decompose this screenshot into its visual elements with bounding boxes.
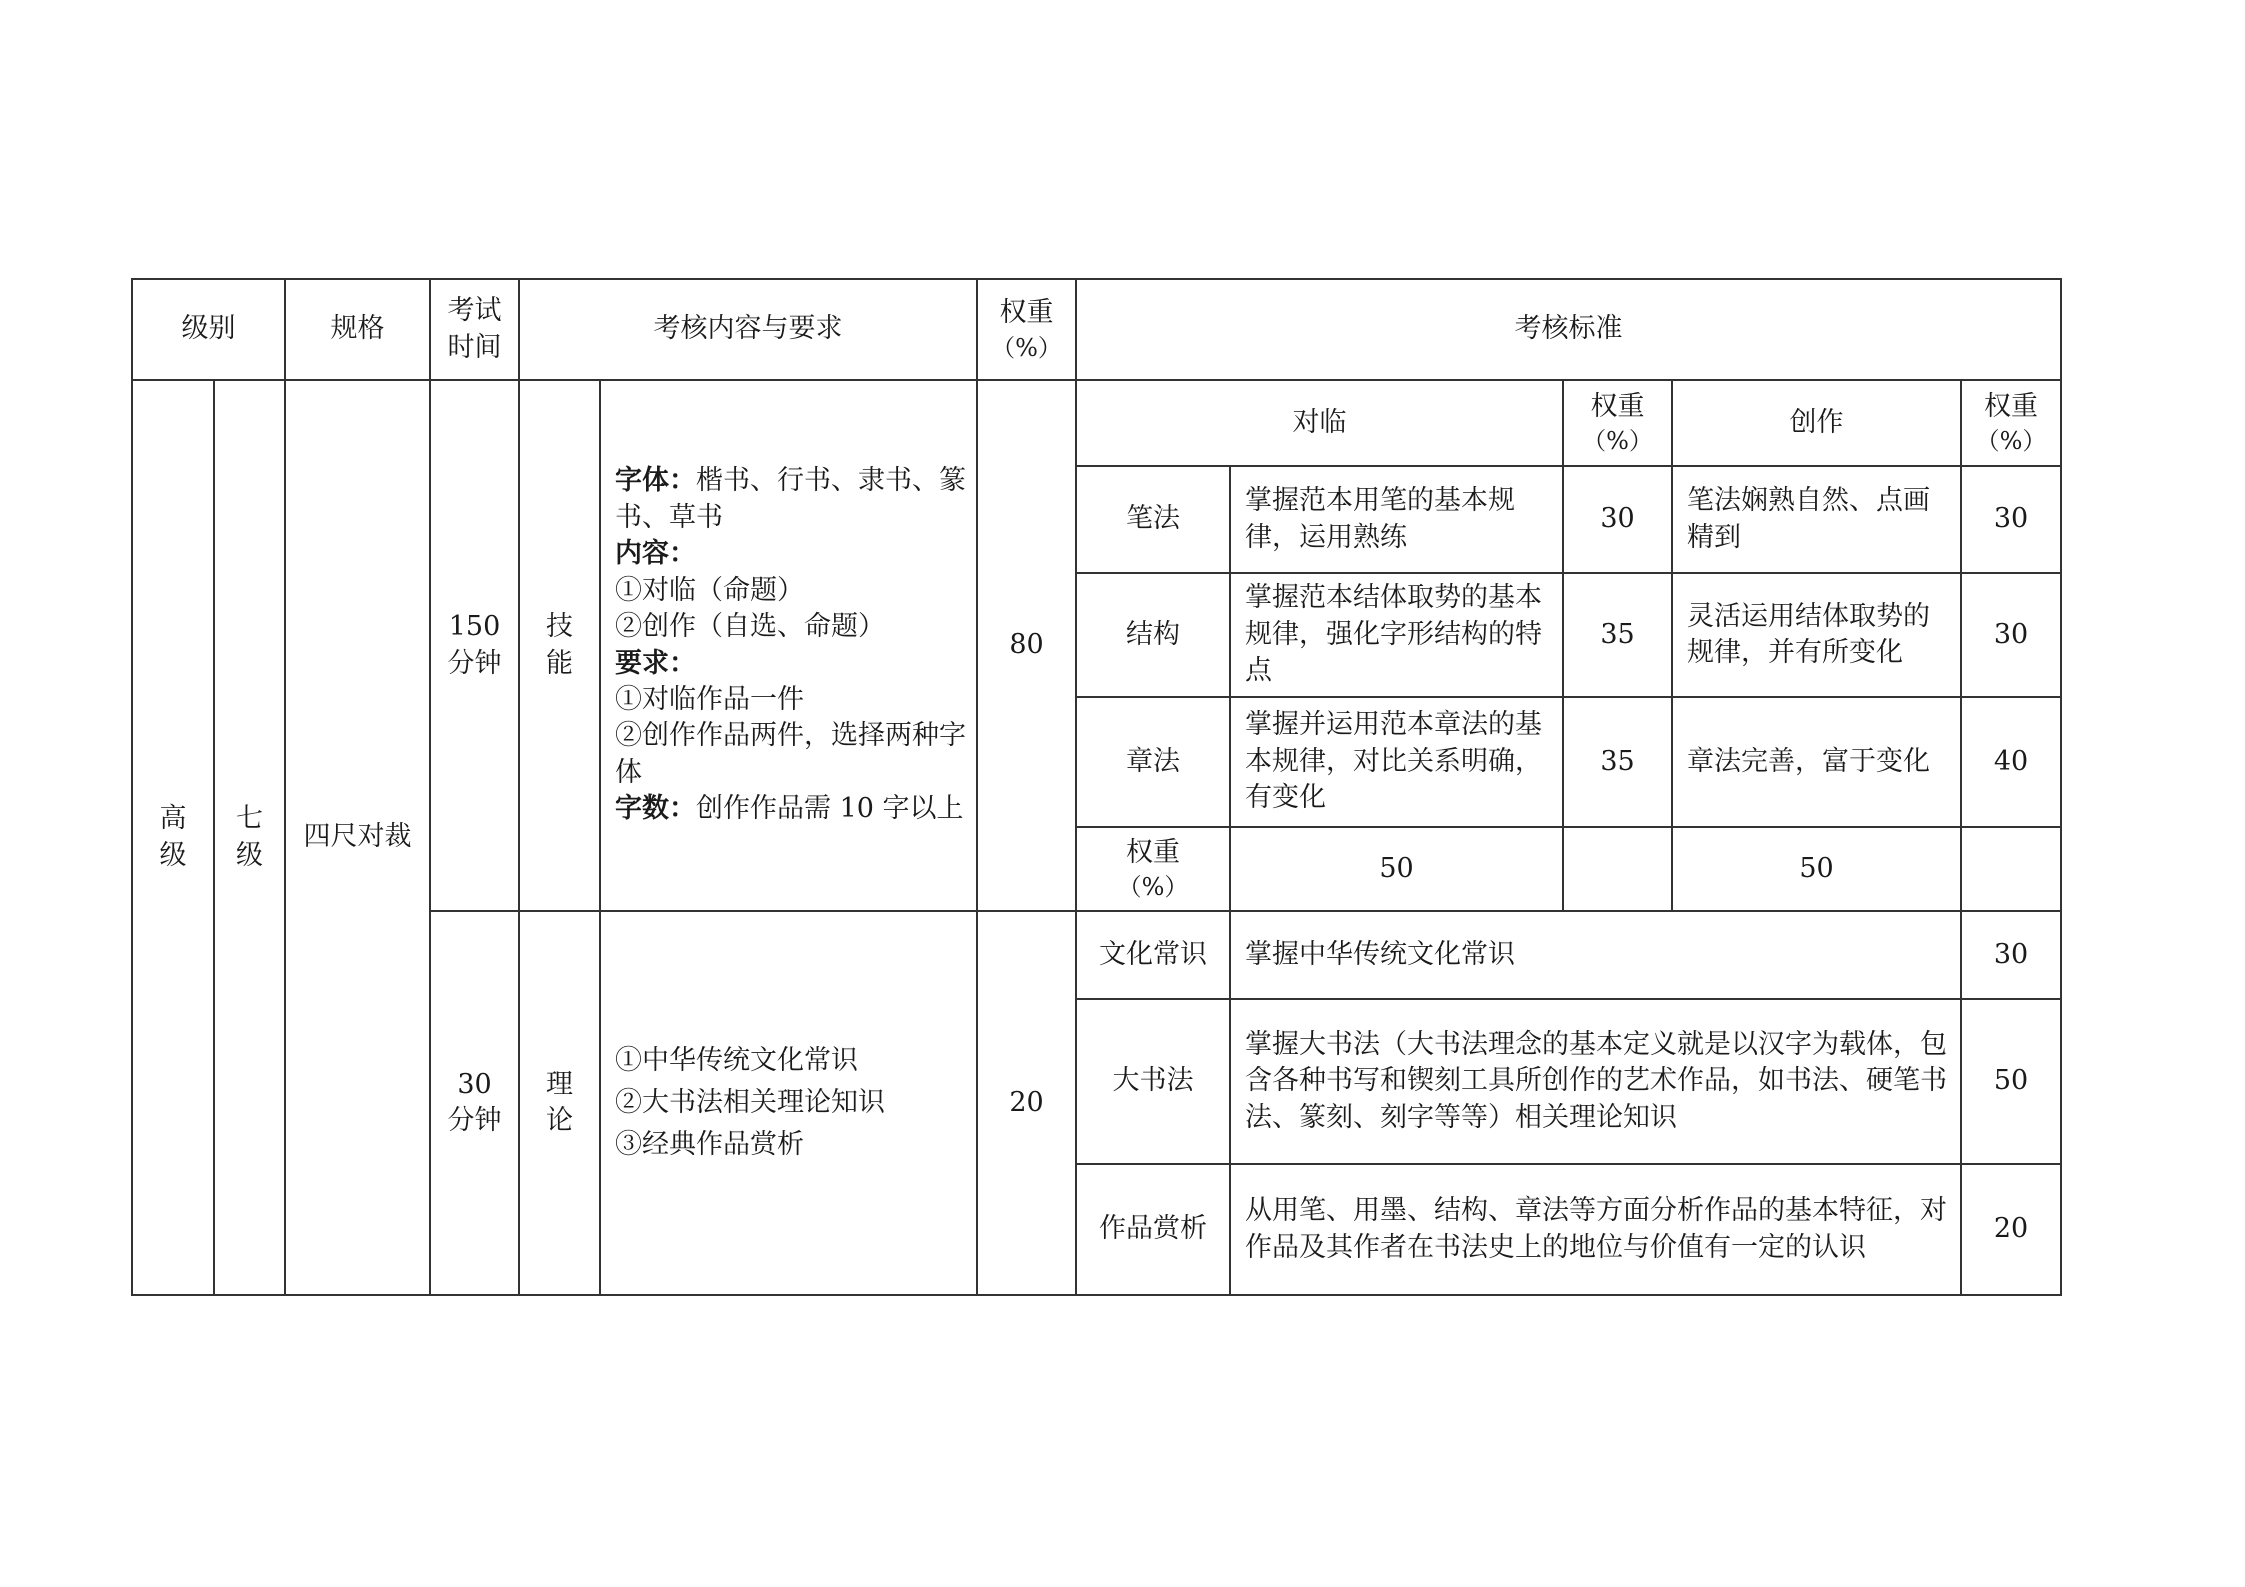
theory-item: ②大书法相关理论知识 bbox=[615, 1087, 885, 1119]
font-text: 楷书、行书、隶书、篆书、草书 bbox=[615, 465, 966, 533]
create-weight: 30 bbox=[1961, 466, 2061, 573]
header-weight-line1: 权重 bbox=[999, 297, 1054, 329]
theory-desc: 掌握大书法（大书法理念的基本定义就是以汉字为载体，包含各种书写和锲刻工具所创作的艺术作品，如书法、硬笔书法、篆刻、刻字等等）相关理论知识 bbox=[1230, 999, 1961, 1164]
theory-row-weight: 50 bbox=[1961, 999, 2061, 1164]
req-label: 要求： bbox=[615, 647, 696, 679]
content-item-2: ②创作（自选、命题） bbox=[615, 611, 885, 643]
exam-standard-table bbox=[131, 278, 2062, 1296]
theory-time-cell bbox=[430, 911, 519, 1295]
copy-desc: 掌握范本结体取势的基本规律，强化字形结构的特点 bbox=[1230, 573, 1563, 697]
skill-type-line2: 能 bbox=[546, 647, 573, 679]
create-weight: 30 bbox=[1961, 573, 2061, 697]
create-total-empty bbox=[1961, 827, 2061, 911]
create-weight: 40 bbox=[1961, 697, 2061, 827]
theory-items-cell bbox=[600, 911, 977, 1295]
skill-subheader-row bbox=[132, 380, 2061, 466]
header-standard: 考核标准 bbox=[1076, 279, 2061, 380]
skill-type-line1: 技 bbox=[546, 611, 573, 643]
copy-weight: 35 bbox=[1563, 697, 1672, 827]
theory-row-weight: 30 bbox=[1961, 911, 2061, 999]
create-total: 50 bbox=[1672, 827, 1961, 911]
total-label bbox=[1076, 827, 1230, 911]
theory-aspect: 大书法 bbox=[1076, 999, 1230, 1164]
theory-type-cell bbox=[519, 911, 600, 1295]
skill-time-cell bbox=[430, 380, 519, 911]
skill-type-cell bbox=[519, 380, 600, 911]
copy-weight-subheader bbox=[1563, 380, 1672, 466]
req-item-2: ②创作作品两件，选择两种字体 bbox=[615, 720, 966, 788]
header-level: 级别 bbox=[132, 279, 285, 380]
copy-weight-sub-line1: 权重 bbox=[1590, 390, 1645, 422]
rank-line1: 七 bbox=[236, 803, 263, 835]
theory-desc: 掌握中华传统文化常识 bbox=[1230, 911, 1961, 999]
grade-line2: 级 bbox=[159, 839, 187, 871]
total-label-line2: （%） bbox=[1117, 873, 1189, 902]
theory-row-weight: 20 bbox=[1961, 1164, 2061, 1295]
header-weight bbox=[977, 279, 1076, 380]
theory-time-line2: 分钟 bbox=[447, 1105, 502, 1136]
create-weight-sub-line1: 权重 bbox=[1984, 390, 2039, 422]
copy-weight: 35 bbox=[1563, 573, 1672, 697]
header-exam-time-line1: 考试 bbox=[447, 295, 502, 327]
theory-time-line1: 30 bbox=[457, 1068, 492, 1100]
content-item-1: ①对临（命题） bbox=[615, 574, 804, 606]
total-label-line1: 权重 bbox=[1126, 836, 1180, 868]
copy-total-empty bbox=[1563, 827, 1672, 911]
skill-requirements-cell bbox=[600, 380, 977, 911]
theory-weight-cell: 20 bbox=[977, 911, 1076, 1295]
create-weight-sub-line2: （%） bbox=[1975, 427, 2047, 456]
copy-subheader: 对临 bbox=[1076, 380, 1563, 466]
create-weight-subheader bbox=[1961, 380, 2061, 466]
skill-aspect: 章法 bbox=[1076, 697, 1230, 827]
theory-item: ③经典作品赏析 bbox=[615, 1128, 804, 1160]
theory-aspect: 作品赏析 bbox=[1076, 1164, 1230, 1295]
copy-weight-sub-line2: （%） bbox=[1582, 427, 1653, 456]
create-desc: 笔法娴熟自然、点画精到 bbox=[1672, 466, 1961, 573]
content-label: 内容： bbox=[615, 538, 696, 570]
header-row bbox=[132, 279, 2061, 380]
skill-aspect: 笔法 bbox=[1076, 466, 1230, 573]
theory-desc: 从用笔、用墨、结构、章法等方面分析作品的基本特征，对作品及其作者在书法史上的地位与价值有一定的认识 bbox=[1230, 1164, 1961, 1295]
copy-desc: 掌握并运用范本章法的基本规律，对比关系明确，有变化 bbox=[1230, 697, 1563, 827]
theory-item: ①中华传统文化常识 bbox=[615, 1045, 858, 1077]
header-exam-time-line2: 时间 bbox=[447, 331, 502, 363]
spec-cell: 四尺对裁 bbox=[285, 380, 430, 1295]
rank-cell bbox=[214, 380, 285, 1295]
count-label: 字数： bbox=[615, 793, 696, 825]
header-exam-time bbox=[430, 279, 519, 380]
skill-weight-cell: 80 bbox=[977, 380, 1076, 911]
grade-cell bbox=[132, 380, 214, 1295]
create-desc: 灵活运用结体取势的规律，并有所变化 bbox=[1672, 573, 1961, 697]
header-weight-line2: （%） bbox=[991, 333, 1062, 362]
font-label: 字体： bbox=[615, 465, 696, 497]
rank-line2: 级 bbox=[236, 839, 263, 871]
header-content: 考核内容与要求 bbox=[519, 279, 977, 380]
create-desc: 章法完善，富于变化 bbox=[1672, 697, 1961, 827]
count-text: 创作作品需 10 字以上 bbox=[696, 793, 964, 825]
font-requirement bbox=[615, 463, 966, 536]
copy-weight: 30 bbox=[1563, 466, 1672, 573]
copy-desc: 掌握范本用笔的基本规律，运用熟练 bbox=[1230, 466, 1563, 573]
req-item-1: ①对临作品一件 bbox=[615, 683, 804, 715]
skill-time-line1: 150 bbox=[448, 611, 501, 643]
copy-total: 50 bbox=[1230, 827, 1563, 911]
count-requirement bbox=[615, 791, 966, 827]
theory-type-line2: 论 bbox=[546, 1105, 573, 1136]
header-spec: 规格 bbox=[285, 279, 430, 380]
theory-aspect: 文化常识 bbox=[1076, 911, 1230, 999]
grade-line1: 高 bbox=[159, 803, 187, 835]
skill-aspect: 结构 bbox=[1076, 573, 1230, 697]
theory-type-line1: 理 bbox=[546, 1068, 573, 1100]
create-subheader: 创作 bbox=[1672, 380, 1961, 466]
skill-time-line2: 分钟 bbox=[447, 647, 502, 679]
